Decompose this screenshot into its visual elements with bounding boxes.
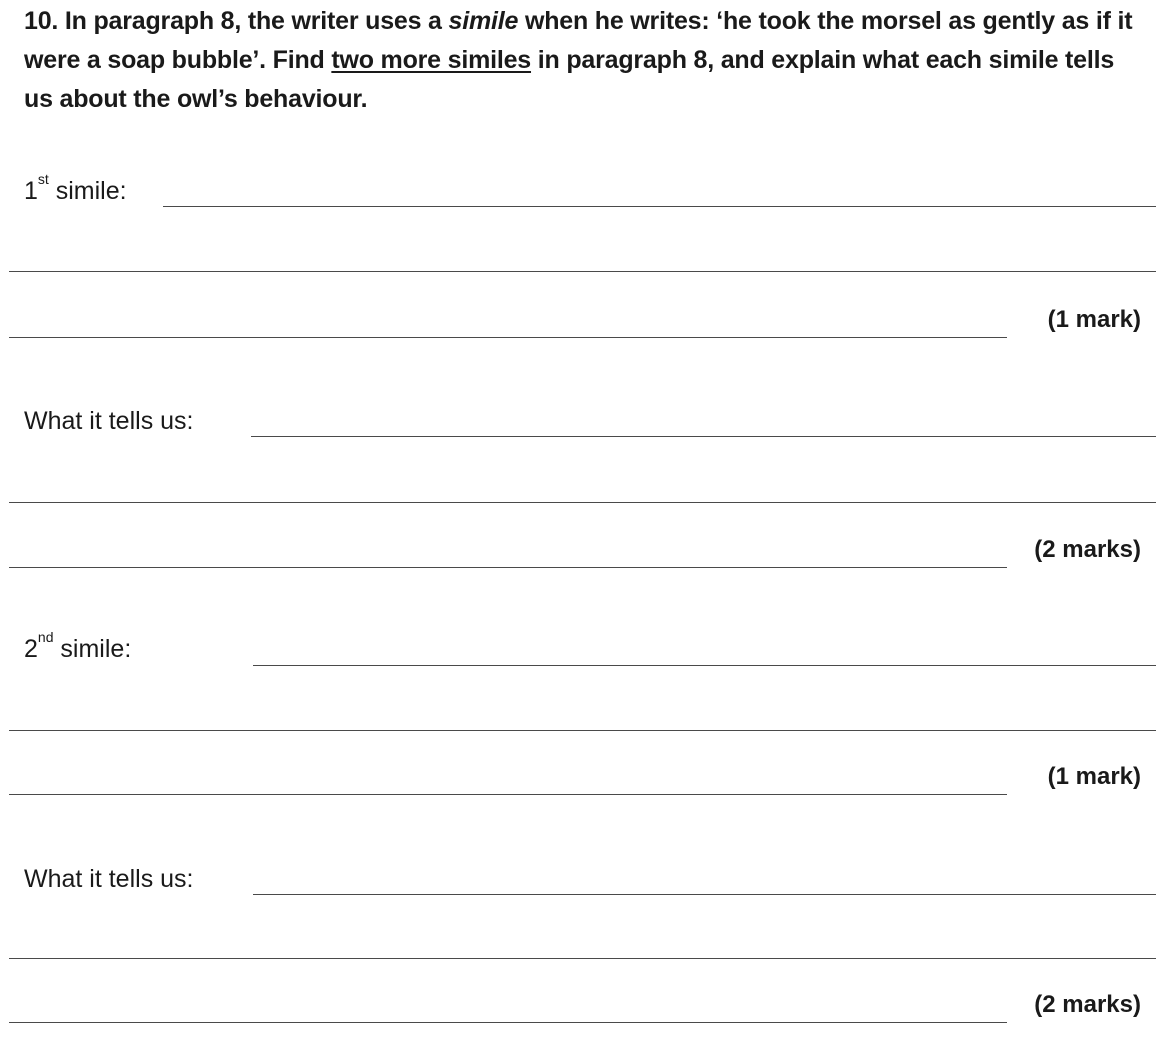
second-simile-answer-line-1[interactable] <box>253 665 1156 666</box>
first-simile-answer-line-3[interactable] <box>9 337 1007 338</box>
question-italic-word: simile <box>448 7 519 35</box>
first-tells-answer-line-1[interactable] <box>251 436 1156 437</box>
second-simile-number: 2 <box>24 635 38 663</box>
second-tells-answer-line-2[interactable] <box>9 958 1156 959</box>
question-text-part3: in paragraph 8, and explain what each simile tells us about the owl’s behaviour. <box>24 46 1115 113</box>
second-simile-label <box>24 629 132 664</box>
first-simile-answer-line-2[interactable] <box>9 271 1156 272</box>
second-simile-marks: (1 mark) <box>1047 763 1141 790</box>
question-text <box>24 2 1134 119</box>
second-simile-answer-line-2[interactable] <box>9 730 1156 731</box>
first-simile-label-text: simile: <box>48 177 127 205</box>
second-tells-marks: (2 marks) <box>1034 991 1141 1018</box>
first-simile-number: 1 <box>24 177 38 205</box>
first-tells-marks: (2 marks) <box>1034 536 1141 563</box>
question-text-part1: 10. In paragraph 8, the writer uses a <box>24 7 449 35</box>
first-tells-answer-line-2[interactable] <box>9 502 1156 503</box>
first-simile-answer-line-1[interactable] <box>163 206 1156 207</box>
first-simile-ordinal: st <box>37 171 49 187</box>
second-tells-answer-line-3[interactable] <box>9 1022 1007 1023</box>
second-tells-label: What it tells us: <box>24 865 194 893</box>
second-simile-ordinal: nd <box>37 629 54 645</box>
first-tells-answer-line-3[interactable] <box>9 567 1007 568</box>
first-simile-marks: (1 mark) <box>1047 306 1141 333</box>
second-simile-label-text: simile: <box>53 635 132 663</box>
first-simile-label <box>24 171 127 206</box>
second-tells-answer-line-1[interactable] <box>253 894 1156 895</box>
second-simile-answer-line-3[interactable] <box>9 794 1007 795</box>
first-tells-label: What it tells us: <box>24 407 194 435</box>
question-underlined-phrase: two more similes <box>331 46 532 74</box>
question-text-part2: when he writes: ‘he took the morsel as gently as if it were a soap bubble’. Find <box>24 7 1133 74</box>
